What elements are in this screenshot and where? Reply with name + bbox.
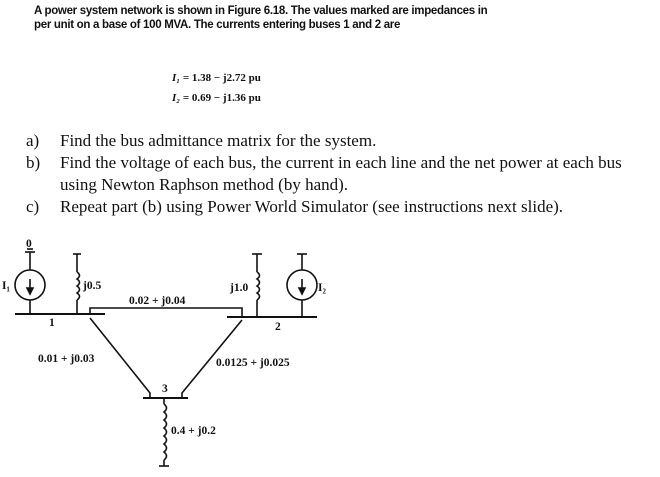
source-1-label: I₁ bbox=[2, 280, 10, 292]
line-1-3 bbox=[90, 318, 150, 398]
question-text: Find the voltage of each bus, the current in each line and the net power at each bus using Newton Raphson method (by hand). bbox=[60, 153, 622, 194]
line-1-3-label: 0.01 + j0.03 bbox=[38, 353, 95, 365]
current-label: I₁ bbox=[172, 72, 181, 84]
current-source-2 bbox=[287, 254, 317, 317]
current-source-1 bbox=[15, 249, 45, 314]
inductor-shunt-2 bbox=[252, 254, 262, 317]
shunt-2-label: j1.0 bbox=[230, 282, 249, 294]
inductor-shunt-1 bbox=[73, 254, 81, 314]
source-2-label: I₂ bbox=[318, 282, 326, 294]
question-letter: a) bbox=[26, 131, 40, 150]
question-letter: c) bbox=[26, 197, 40, 216]
question-text: Repeat part (b) using Power World Simulator (see instructions next slide). bbox=[60, 197, 564, 216]
load-impedance-3 bbox=[159, 398, 169, 466]
line-1-2-label: 0.02 + j0.04 bbox=[129, 295, 186, 307]
current-label: I₂ bbox=[172, 92, 181, 104]
bus-1-label: 1 bbox=[49, 317, 55, 329]
problem-intro: A power system network is shown in Figure 6.18. The values marked are impedances in per unit on a base of 100 MVA. The currents entering buses 1 and 2 are bbox=[34, 5, 488, 31]
line-2-3-label: 0.0125 + j0.025 bbox=[216, 357, 290, 369]
bus-3-label: 3 bbox=[162, 383, 168, 395]
shunt-1-label: j0.5 bbox=[83, 280, 102, 292]
current-value: = 1.38 − j2.72 pu bbox=[182, 72, 261, 84]
current-value: = 0.69 − j1.36 pu bbox=[182, 92, 261, 104]
question-letter: b) bbox=[26, 153, 41, 172]
line-1-2 bbox=[90, 308, 242, 317]
load-3-label: 0.4 + j0.2 bbox=[171, 425, 216, 437]
bus-2-label: 2 bbox=[275, 321, 281, 333]
question-text: Find the bus admittance matrix for the system. bbox=[60, 131, 377, 150]
ground-label: 0 bbox=[26, 238, 32, 250]
